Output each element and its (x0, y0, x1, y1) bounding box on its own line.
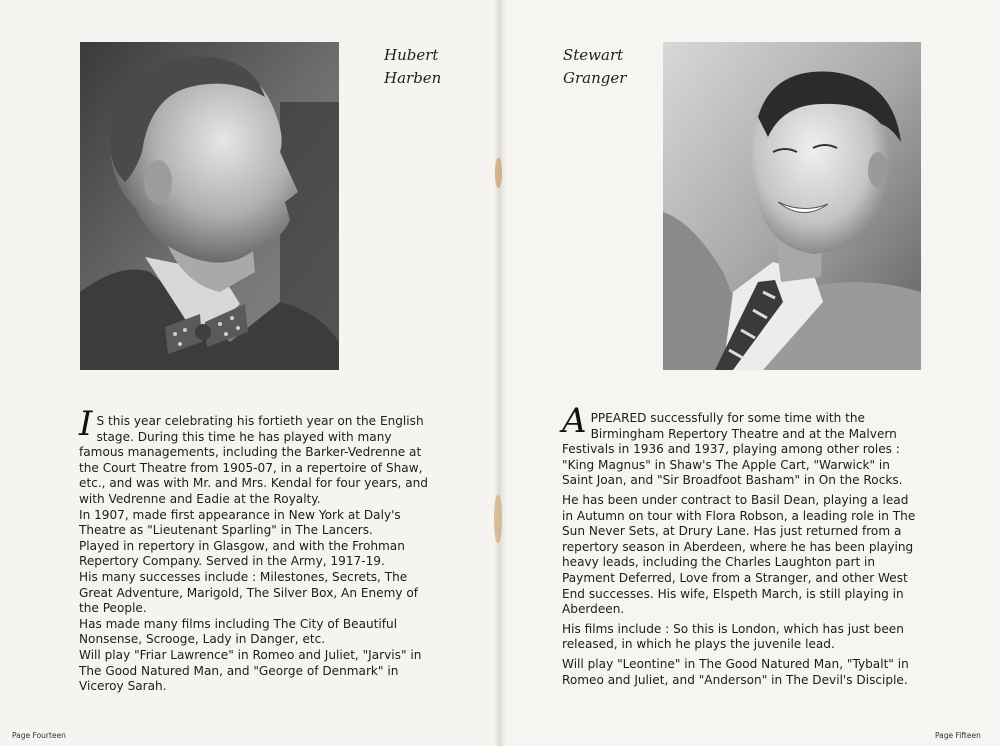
paper-stain (494, 495, 502, 543)
granger-biography (562, 401, 920, 688)
actor-last-name: Harben (384, 69, 442, 87)
bio-paragraph: APPEARED successfully for some time with the Birmingham Repertory Theatre and at the Malvern Festivals in 1936 and 1937, playing among other roles : "King Magnus" in Shaw's The Apple Cart, "Warwick" in Saint Joan, and "Sir Broadfoot Basham" in On the Rocks. (562, 401, 903, 488)
actor-first-name: Hubert (384, 46, 439, 64)
actor-name-harben (384, 44, 441, 90)
page-gutter (494, 0, 506, 746)
bio-paragraph: He has been under contract to Basil Dean, playing a lead in Autumn on tour with Flora Robson, a leading role in The Sun Never Sets, at Drury Lane. Has just returned from a repertory season in Aberdeen, where he has been playing heavy leads, including the Charles Laughton part in Payment Deferred, Love from a Stranger, and other West End successes. His wife, Elspeth March, is still playing in Aberdeen. (562, 492, 916, 617)
harben-portrait-photo (80, 42, 339, 370)
drop-cap: I (79, 404, 93, 444)
bio-paragraph: His films include : So this is London, which has just been released, in which he plays the juvenile lead. (562, 621, 904, 652)
bio-paragraph: Played in repertory in Glasgow, and with the Frohman Repertory Company. Served in the Army, 1917-19. (79, 538, 405, 569)
bio-paragraph: His many successes include : Milestones, Secrets, The Great Adventure, Marigold, The Silver Box, An Enemy of the People. (79, 569, 419, 616)
bio-paragraph: Will play "Friar Lawrence" in Romeo and Juliet, "Jarvis" in The Good Natured Man, and "George of Denmark" in Viceroy Sarah. (79, 647, 422, 694)
actor-name-granger (563, 44, 626, 90)
bio-paragraph: In 1907, made first appearance in New York at Daly's Theatre as "Lieutenant Sparling" in The Lancers. (79, 507, 401, 538)
bio-paragraph: Has made many films including The City of Beautiful Nonsense, Scrooge, Lady in Danger, etc. (79, 616, 398, 647)
bio-paragraph: I S this year celebrating his fortieth year on the English stage. During this time he has played with many famous managements, including the Barker-Vedrenne at the Court Theatre from 1905-07, in a repertoire of Shaw, etc., and was with Mr. and Mrs. Kendal for four years, and with Vedrenne and Eadie at the Royalty. (79, 404, 428, 506)
harben-biography (79, 404, 439, 695)
paper-stain (495, 158, 502, 188)
granger-portrait-photo (663, 42, 921, 370)
drop-cap: A (562, 401, 587, 441)
bio-paragraph: Will play "Leontine" in The Good Natured Man, "Tybalt" in Romeo and Juliet, and "Anderson" in The Devil's Disciple. (562, 656, 909, 687)
page-number-left: Page Fourteen (12, 731, 66, 740)
actor-first-name: Stewart (563, 46, 624, 64)
actor-last-name: Granger (563, 69, 627, 87)
page-number-right: Page Fifteen (935, 731, 981, 740)
